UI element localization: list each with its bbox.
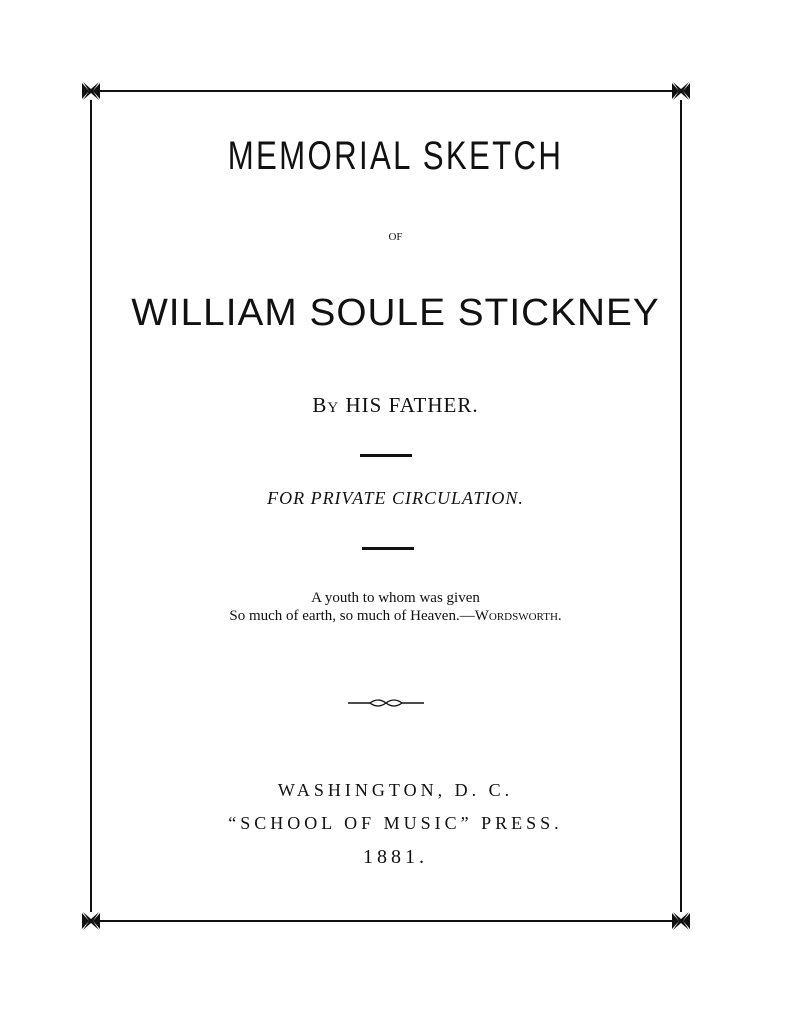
byline-by: By: [312, 393, 340, 417]
private-circulation-notice: FOR PRIVATE CIRCULATION.: [267, 488, 524, 508]
epigraph-line-1: A youth to whom was given: [311, 590, 480, 606]
epigraph-author: Wordsworth.: [474, 608, 562, 624]
maltese-cross-icon: [80, 80, 102, 102]
byline: [0, 393, 791, 418]
maltese-cross-icon: [670, 910, 692, 932]
imprint-place: WASHINGTON, D. C.: [277, 780, 514, 800]
title: MEMORIAL SKETCH: [227, 134, 564, 178]
imprint-press: “SCHOOL OF MUSIC” PRESS.: [228, 813, 563, 833]
subject-name: WILLIAM SOULE STICKNEY: [131, 292, 660, 334]
maltese-cross-icon: [80, 910, 102, 932]
imprint-year: 1881.: [363, 846, 428, 868]
divider-rule: [362, 547, 414, 550]
ornament-flourish-icon: [348, 696, 424, 710]
epigraph-text: So much of earth, so much of Heaven.—: [229, 608, 475, 624]
byline-author: HIS FATHER.: [345, 393, 479, 417]
border-top: [100, 90, 672, 92]
divider-rule: [360, 454, 412, 457]
maltese-cross-icon: [670, 80, 692, 102]
title-of: OF: [388, 231, 403, 243]
border-bottom: [100, 920, 672, 922]
epigraph-line-2: [0, 608, 791, 625]
